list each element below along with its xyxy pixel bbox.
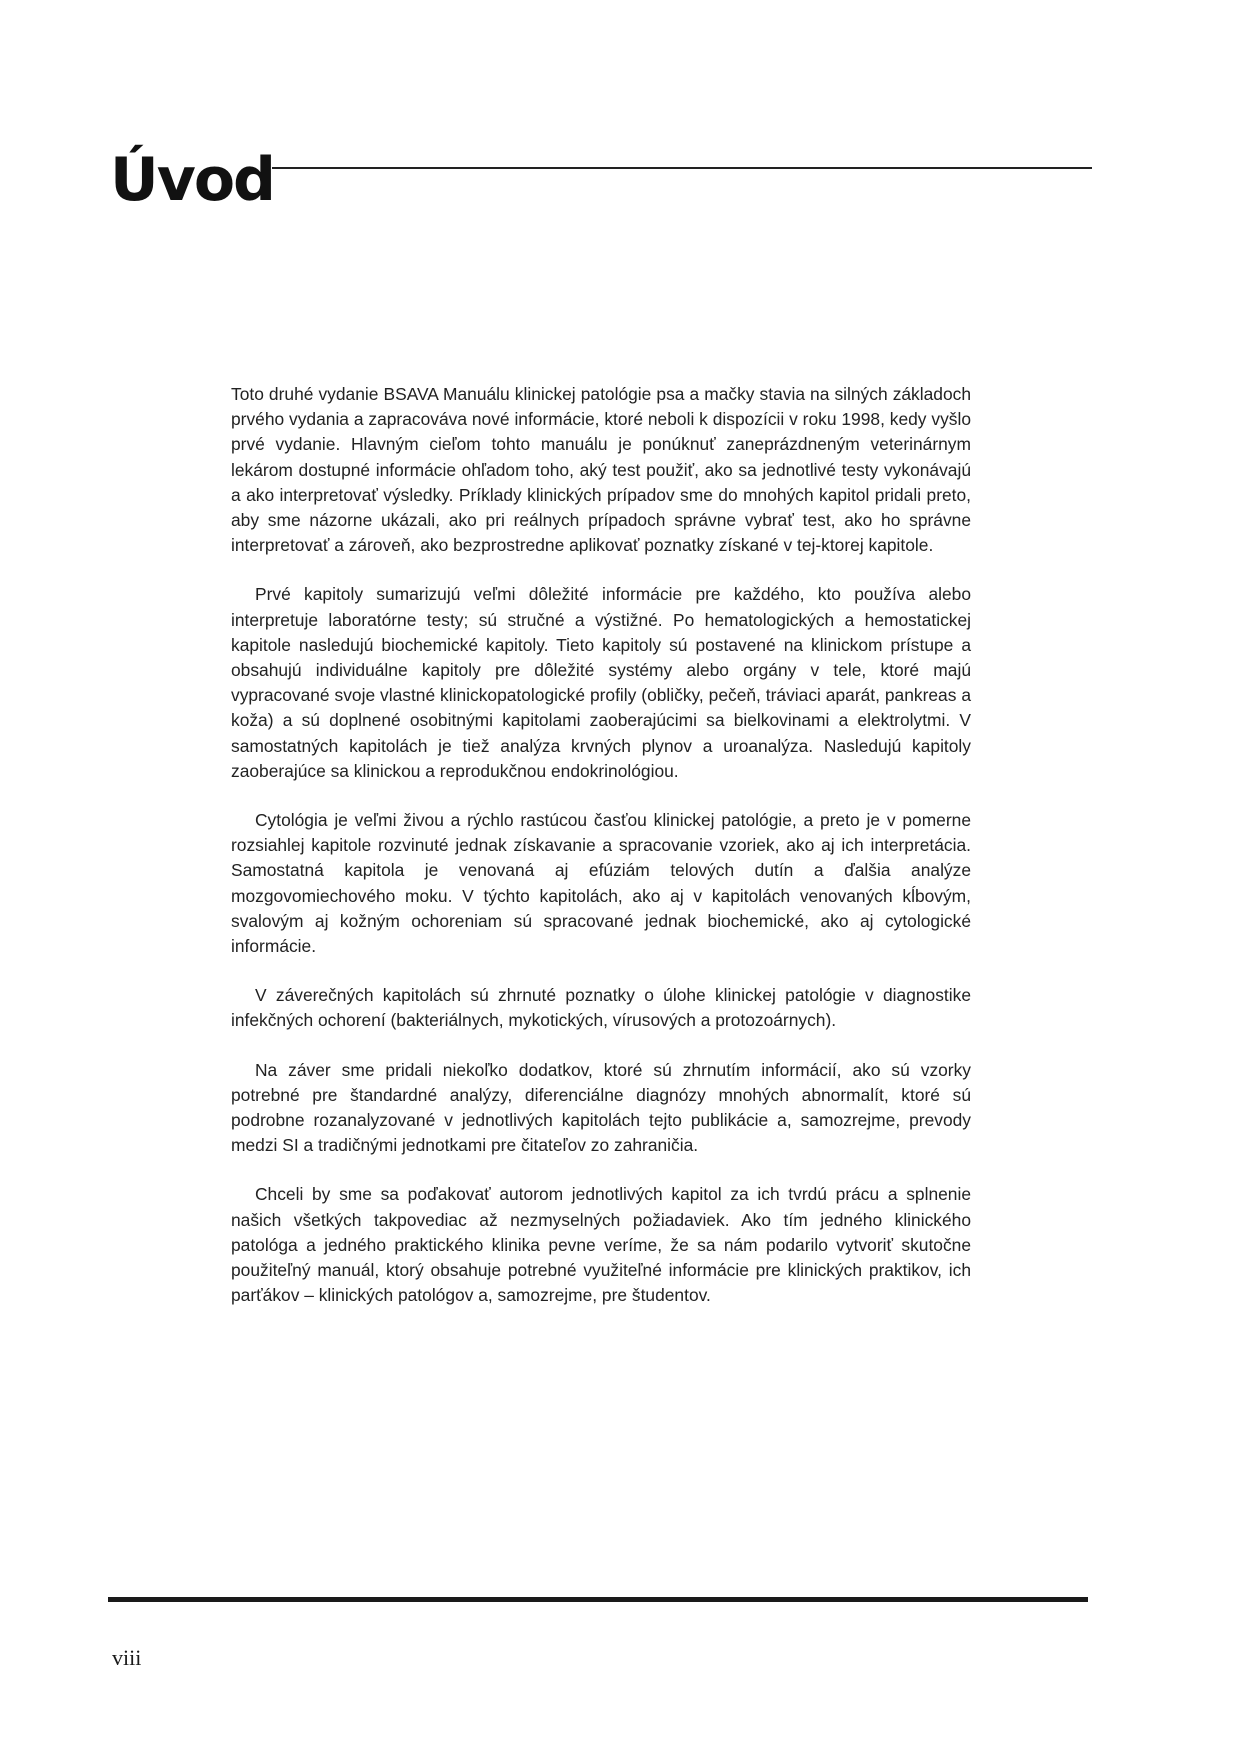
paragraph-2: Prvé kapitoly sumarizujú veľmi dôležité informácie pre každého, kto používa alebo interpretuje laboratórne testy; sú stručné a výstižné. Po hematologických a hemostatickej kapitole nasledujú biochemické kapitoly. Tieto kapitoly sú postavené na klinickom prístupe a obsahujú individuálne kapitoly pre dôležité systémy alebo orgány v tele, ktoré majú vypracované svoje vlastné klinickopatologické profily (obličky, pečeň, tráviaci aparát, pankreas a koža) a sú doplnené osobitnými kapitolami zaoberajúcimi sa bielkovinami a elektrolytmi. V samostatných kapitolách je tiež analýza krvných plynov a uroanalýza. Nasledujú kapitoly zaoberajúce sa klinickou a reprodukčnou endokrinológiou. <box>231 584 971 781</box>
paragraph-3: Cytológia je veľmi živou a rýchlo rastúcou časťou klinickej patológie, a preto je v pomerne rozsiahlej kapitole rozvinuté jednak získavanie a spracovanie vzoriek, ako aj ich interpretácia. Samostatná kapitola je venovaná aj efúziám telových dutín a ďalšia analýze mozgovomiechového moku. V týchto kapitolách, ako aj v kapitolách venovaných kĺbovým, svalovým aj kožným ochoreniam sú spracované jednak biochemické, ako aj cytologické informácie. <box>231 810 971 957</box>
page-title: Úvod <box>110 145 275 215</box>
body-text <box>231 382 971 1333</box>
page-number: viii <box>112 1645 142 1670</box>
paragraph-4: V záverečných kapitolách sú zhrnuté poznatky o úlohe klinickej patológie v diagnostike infekčných ochorení (bakteriálnych, mykotických, vírusových a protozoárnych). <box>231 985 971 1031</box>
title-rule <box>272 167 1092 169</box>
footer-rule <box>108 1597 1088 1602</box>
paragraph-6: Chceli by sme sa poďakovať autorom jednotlivých kapitol za ich tvrdú prácu a splnenie našich všetkých takpovediac až nezmyselných požiadaviek. Ako tím jedného klinického patológa a jedného praktického klinika pevne veríme, že sa nám podarilo vytvoriť skutočne použiteľný manuál, ktorý obsahuje potrebné využiteľné informácie pre klinických praktikov, ich parťákov – klinických patológov a, samozrejme, pre študentov. <box>231 1184 971 1306</box>
paragraph-1: Toto druhé vydanie BSAVA Manuálu klinickej patológie psa a mačky stavia na silných základoch prvého vydania a zapracováva nové informácie, ktoré neboli k dispozícii v roku 1998, kedy vyšlo prvé vydanie. Hlavným cieľom tohto manuálu je ponúknuť zaneprázdneným veterinárnym lekárom dostupné informácie ohľadom toho, aký test použiť, ako sa jednotlivé testy vykonávajú a ako interpretovať výsledky. Príklady klinických prípadov sme do mnohých kapitol pridali preto, aby sme názorne ukázali, ako pri reálnych prípadoch správne vybrať test, ako ho správne interpretovať a zároveň, ako bezprostredne aplikovať poznatky získané v tej-ktorej kapitole. <box>231 384 971 556</box>
paragraph-5: Na záver sme pridali niekoľko dodatkov, ktoré sú zhrnutím informácií, ako sú vzorky potrebné pre štandardné analýzy, diferenciálne diagnózy mnohých abnormalít, ktoré sú podrobne rozanalyzované v jednotlivých kapitolách tejto publikácie a, samozrejme, prevody medzi SI a tradičnými jednotkami pre čitateľov zo zahraničia. <box>231 1059 971 1156</box>
